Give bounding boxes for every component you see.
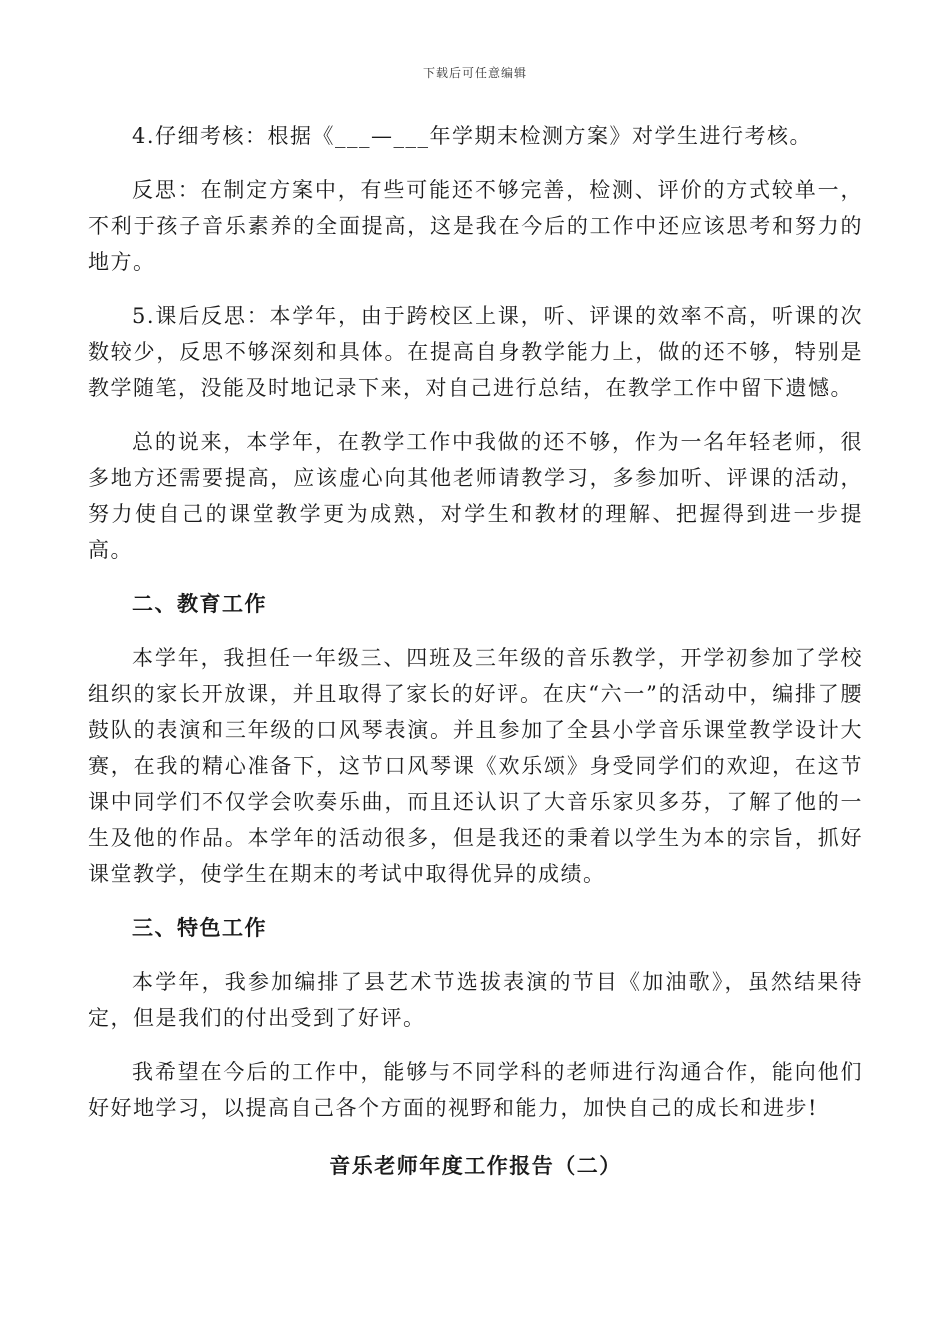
- paragraph-education-work: 本学年，我担任一年级三、四班及三年级的音乐教学，开学初参加了学校组织的家长开放课，并且取得了家长的好评。在庆“六一”的活动中，编排了腰鼓队的表演和三年级的口风琴表演。并且参加了全县小学音乐课堂教学设计大赛，在我的精心准备下，这节口风琴课《欢乐颂》身受同学们的欢迎，在这节课中同学们不仅学会吹奏乐曲，而且还认识了大音乐家贝多芬，了解了他的一生及他的作品。本学年的活动很多，但是我还的秉着以学生为本的宗旨，抓好课堂教学，使学生在期末的考试中取得优异的成绩。: [88, 646, 863, 886]
- page-header-note: 下载后可任意编辑: [422, 66, 527, 80]
- next-report-title: 音乐老师年度工作报告（二）: [329, 1153, 622, 1178]
- section-heading-special: 三、特色工作: [132, 915, 267, 940]
- document-body: [88, 118, 863, 1184]
- paragraph-hope: 我希望在今后的工作中，能够与不同学科的老师进行沟通合作，能向他们好好地学习，以提高自己各个方面的视野和能力，加快自己的成长和进步!: [88, 1060, 863, 1120]
- paragraph-after-class-reflection: 5.课后反思：本学年，由于跨校区上课，听、评课的效率不高，听课的次数较少，反思不够深刻和具体。在提高自身教学能力上，做的还不够，特别是教学随笔，没能及时地记录下来，对自己进行总结，在教学工作中留下遗憾。: [88, 304, 863, 400]
- paragraph-summary: 总的说来，本学年，在教学工作中我做的还不够，作为一名年轻老师，很多地方还需要提高，应该虚心向其他老师请教学习，多参加听、评课的活动，努力使自己的课堂教学更为成熟，对学生和教材的理解、把握得到进一步提高。: [88, 430, 863, 562]
- paragraph-special-work: 本学年，我参加编排了县艺术节选拔表演的节目《加油歌》，虽然结果待定，但是我们的付出受到了好评。: [88, 970, 863, 1030]
- paragraph-assessment: 4.仔细考核：根据《___—___年学期末检测方案》对学生进行考核。: [132, 124, 813, 148]
- paragraph-reflection: 反思：在制定方案中，有些可能还不够完善，检测、评价的方式较单一，不利于孩子音乐素养的全面提高，这是我在今后的工作中还应该思考和努力的地方。: [88, 178, 863, 274]
- section-heading-education: 二、教育工作: [132, 591, 267, 616]
